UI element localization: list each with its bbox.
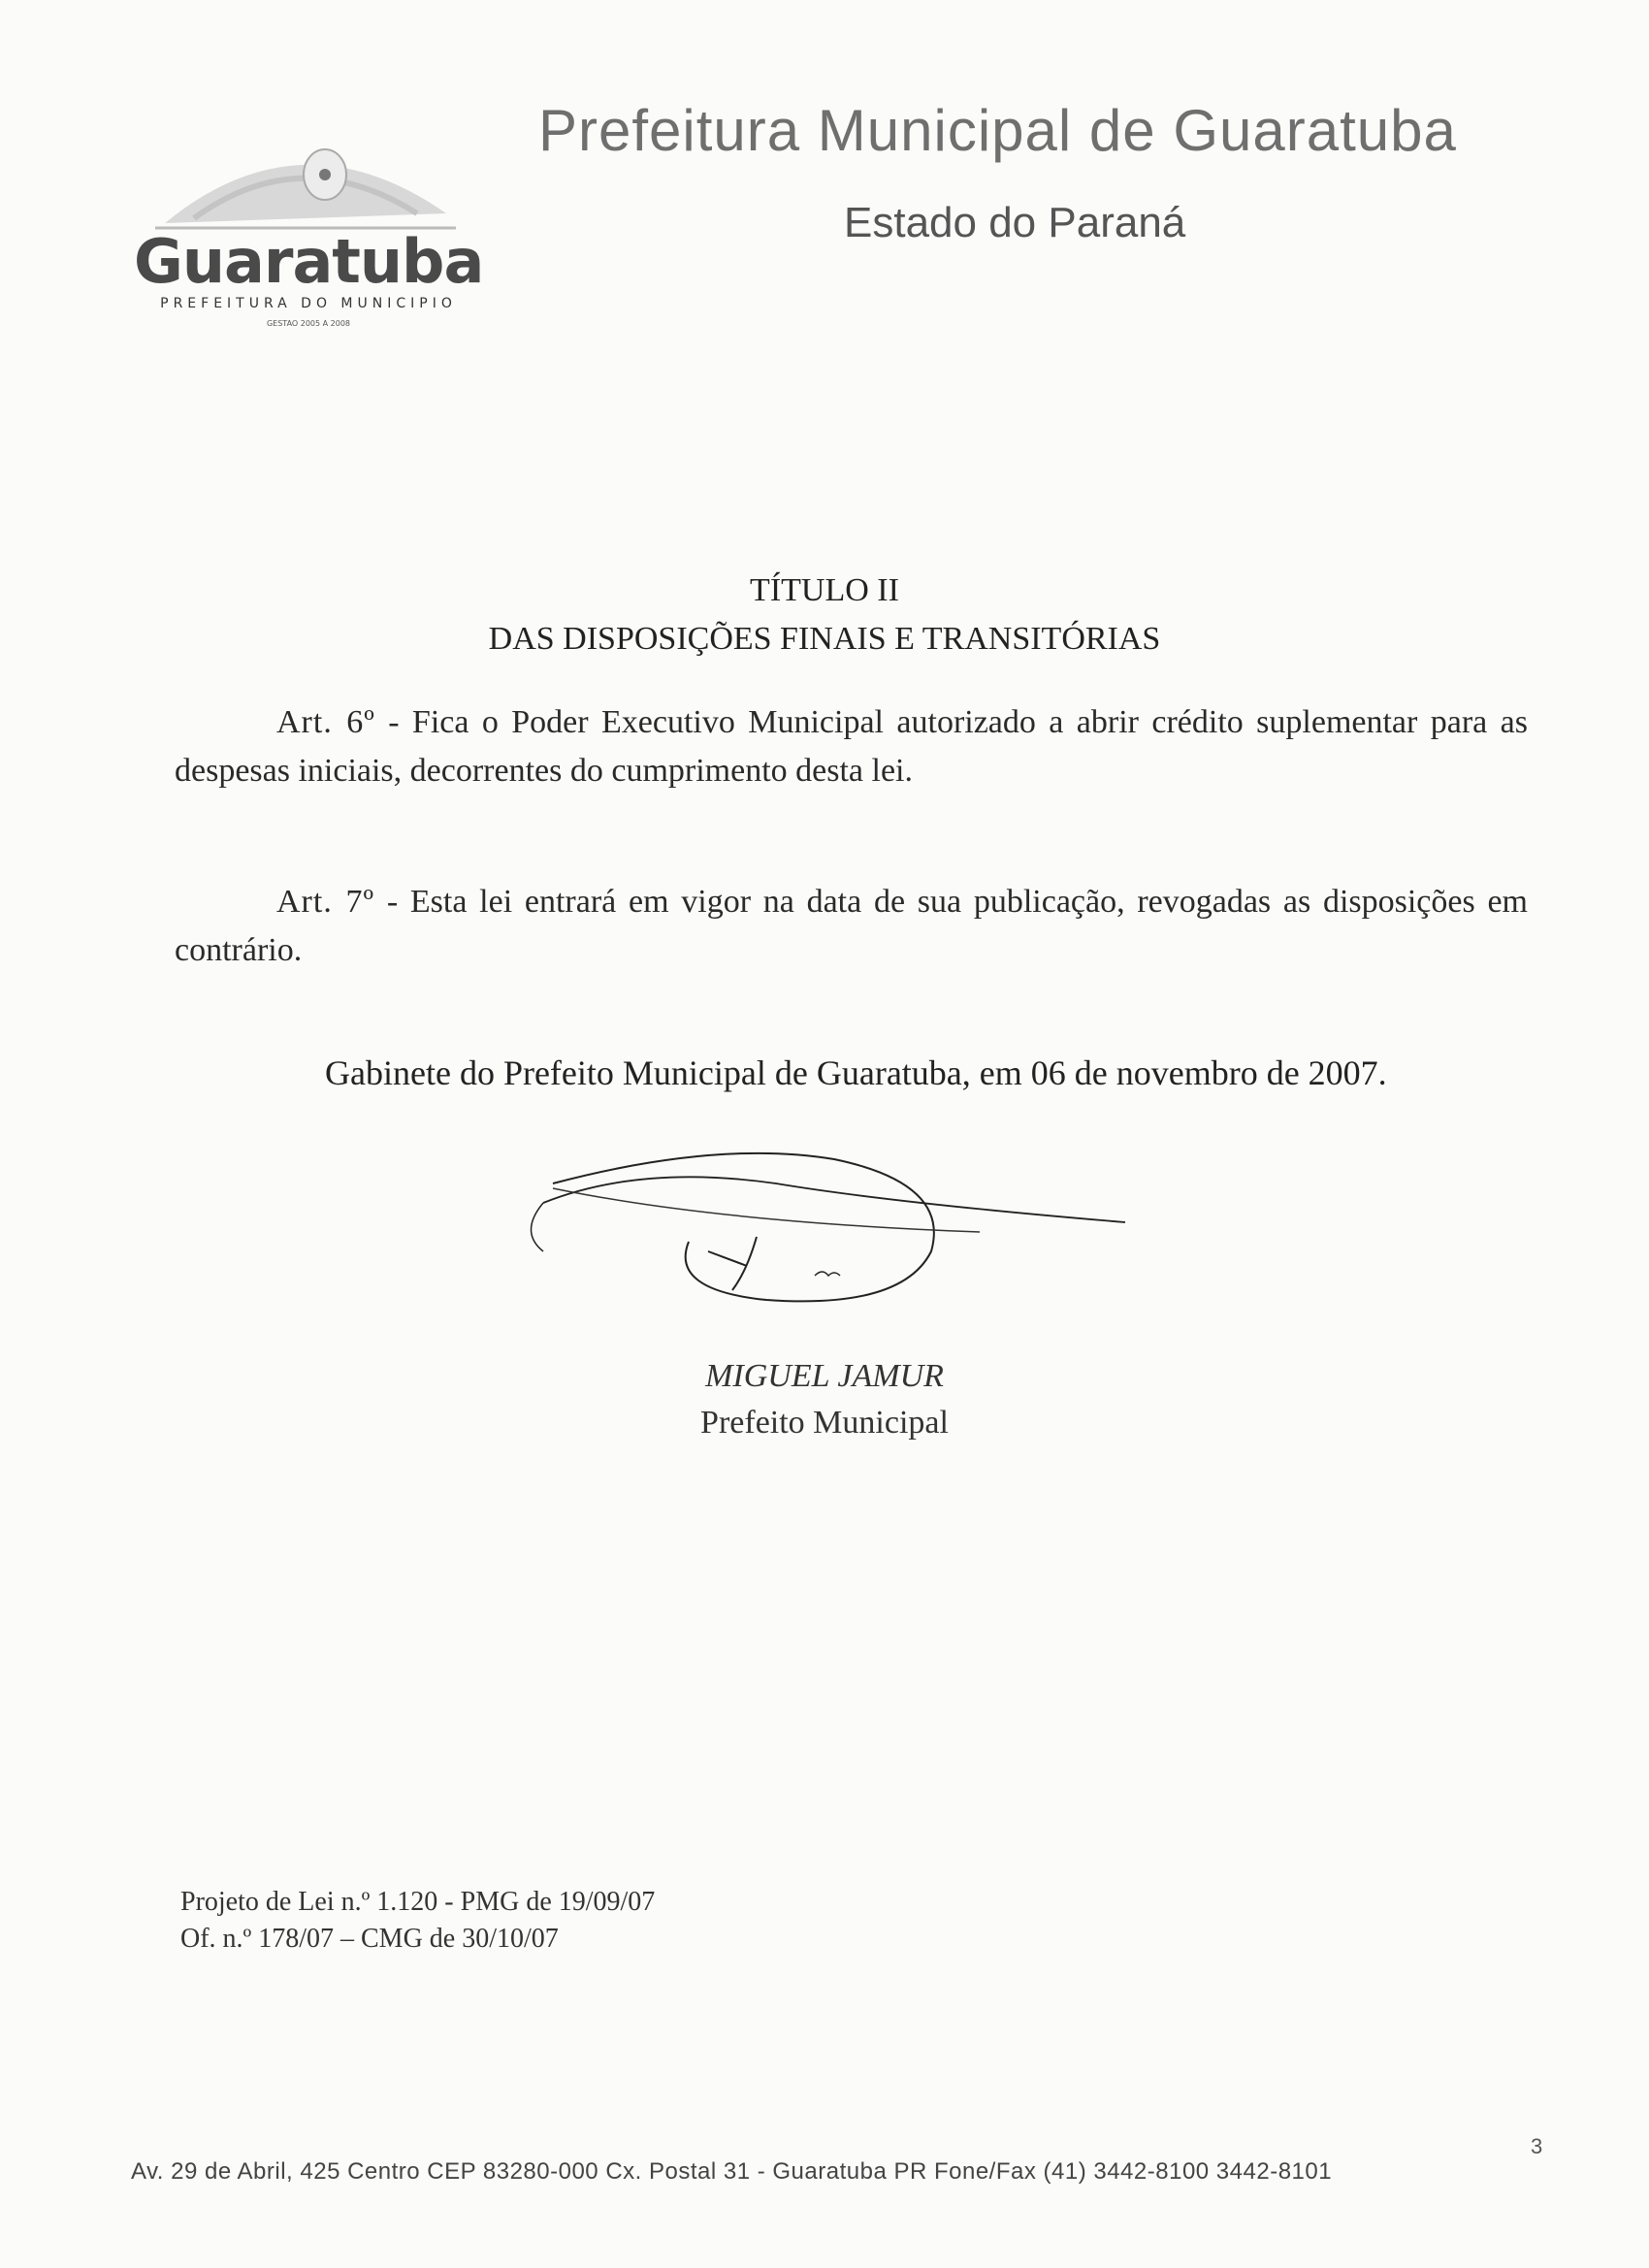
municipal-logo bbox=[126, 121, 484, 340]
header-state: Estado do Paraná bbox=[844, 199, 1186, 246]
document-subtitle: DAS DISPOSIÇÕES FINAIS E TRANSITÓRIAS bbox=[488, 621, 1161, 657]
article-7-label: Art. 7º bbox=[276, 884, 375, 920]
signature-image bbox=[524, 1145, 1145, 1329]
signer-name: MIGUEL JAMUR bbox=[705, 1358, 944, 1394]
page-number: 3 bbox=[1531, 2134, 1543, 2158]
header-title: Prefeitura Municipal de Guaratuba bbox=[538, 98, 1457, 163]
closing-line: Gabinete do Prefeito Municipal de Guaratuba, em 06 de novembro de 2007. bbox=[325, 1053, 1387, 1092]
reference-office: Of. n.º 178/07 – CMG de 30/10/07 bbox=[180, 1924, 559, 1954]
reference-bill: Projeto de Lei n.º 1.120 - PMG de 19/09/07 bbox=[180, 1887, 656, 1917]
document-title: TÍTULO II bbox=[750, 572, 899, 608]
article-6-text: - Fica o Poder Executivo Municipal autorizado a abrir crédito suplementar para as despesas iniciais, decorrentes do cumprimento desta lei. bbox=[175, 704, 1528, 789]
article-6 bbox=[175, 698, 1528, 795]
logo-wordmark: Guaratuba bbox=[134, 226, 484, 297]
logo-subtitle: PREFEITURA DO MUNICIPIO bbox=[160, 296, 457, 311]
article-7-text: - Esta lei entrará em vigor na data de sua publicação, revogadas as disposições em contrário. bbox=[175, 884, 1528, 968]
article-6-label: Art. 6º bbox=[276, 704, 375, 740]
article-7 bbox=[175, 878, 1528, 975]
logo-term: GESTAO 2005 A 2008 bbox=[266, 319, 351, 328]
logo-emblem-icon bbox=[126, 121, 475, 238]
footer-address: Av. 29 de Abril, 425 Centro CEP 83280-000 Cx. Postal 31 - Guaratuba PR Fone/Fax (41) 3442-8100 3442-8101 bbox=[131, 2158, 1333, 2185]
signer-role: Prefeito Municipal bbox=[700, 1405, 949, 1441]
